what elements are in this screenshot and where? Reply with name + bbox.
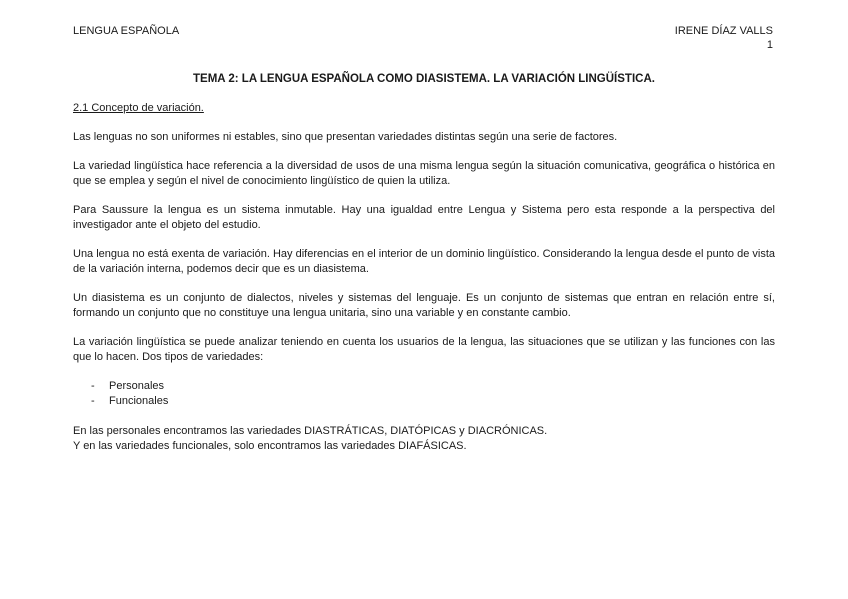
- closing-block: [73, 424, 775, 454]
- paragraph: Una lengua no está exenta de variación. Hay diferencias en el interior de un dominio lingüístico. Considerando la lengua desde el punto de vista de la variación interna, podemos decir que es un diasistema.: [73, 248, 776, 275]
- list-item-label: Personales: [109, 380, 165, 392]
- document-body: [73, 101, 775, 454]
- list-marker: -: [91, 395, 95, 407]
- list-item: [73, 379, 775, 394]
- document-title: TEMA 2: LA LENGUA ESPAÑOLA COMO DIASISTEMA. LA VARIACIÓN LINGÜÍSTICA.: [193, 73, 655, 85]
- list-item: [73, 394, 775, 409]
- closing-line: Y en las variedades funcionales, solo encontramos las variedades DIAFÁSICAS.: [73, 440, 467, 452]
- variety-list: [73, 379, 775, 409]
- section-heading: 2.1 Concepto de variación.: [73, 102, 204, 114]
- paragraph: Las lenguas no son uniformes ni estables, sino que presentan variedades distintas según una serie de factores.: [73, 131, 618, 143]
- header-author-block: [675, 24, 773, 52]
- header-subject: LENGUA ESPAÑOLA: [73, 25, 180, 37]
- header-author: IRENE DÍAZ VALLS: [674, 25, 773, 37]
- closing-line: En las personales encontramos las variedades DIASTRÁTICAS, DIATÓPICAS y DIACRÓNICAS.: [73, 425, 548, 437]
- paragraph: Un diasistema es un conjunto de dialectos, niveles y sistemas del lenguaje. Es un conjunto de sistemas que entran en relación entre sí, formando un conjunto que no constituye una lengua unitaria, sino una variable y en constante cambio.: [73, 292, 775, 319]
- list-item-label: Funcionales: [109, 395, 169, 407]
- list-marker: -: [91, 380, 95, 392]
- paragraph: Para Saussure la lengua es un sistema inmutable. Hay una igualdad entre Lengua y Sistema pero esta responde a la perspectiva del investigador ante el objeto del estudio.: [73, 204, 775, 231]
- paragraph: La variación lingüística se puede analizar teniendo en cuenta los usuarios de la lengua, las situaciones que se utilizan y las funciones con las que lo hacen. Dos tipos de variedades:: [73, 336, 775, 363]
- paragraph: La variedad lingüística hace referencia a la diversidad de usos de una misma lengua según la situación comunicativa, geográfica o histórica en que se emplea y según el nivel de conocimiento lingüístico de quien la utiliza.: [73, 160, 775, 187]
- page-number: 1: [766, 39, 773, 51]
